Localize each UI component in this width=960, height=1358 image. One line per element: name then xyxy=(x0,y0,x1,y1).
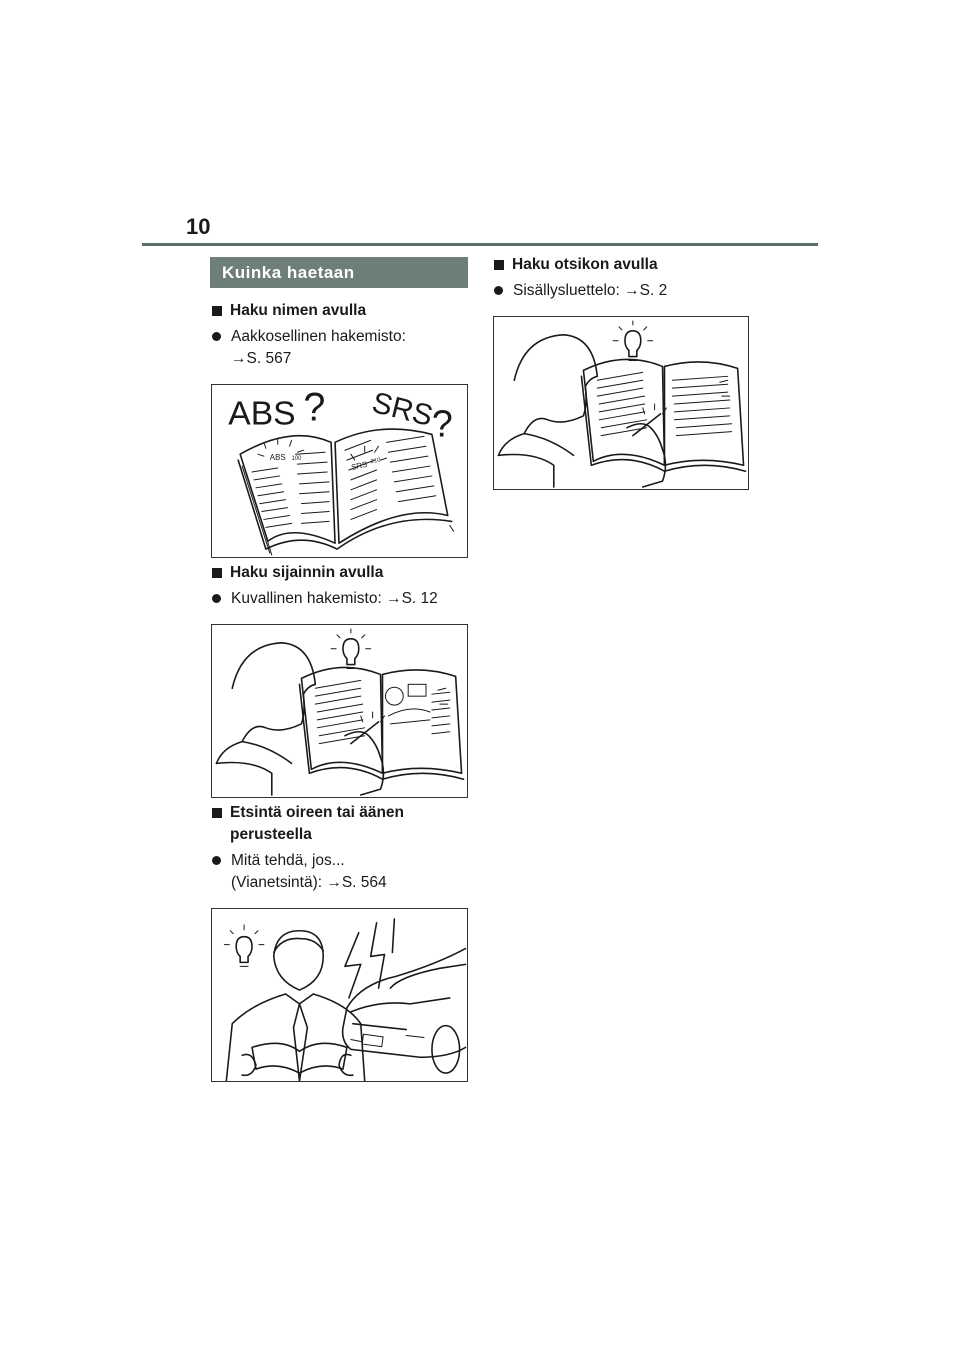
ref-troubleshooting[interactable]: (Vianetsintä): →S. 564 xyxy=(231,874,387,891)
question-mark-icon: ? xyxy=(431,402,453,445)
heading-line-1: Etsintä oireen tai äänen xyxy=(230,804,404,821)
bullet-what-to-do xyxy=(210,850,345,872)
question-mark-icon: ? xyxy=(303,385,326,430)
bullet-picture-index xyxy=(210,588,438,610)
open-book-abs-srs-illustration xyxy=(212,385,467,557)
person-reading-manual-illustration xyxy=(212,625,467,797)
lightbulb-icon xyxy=(224,925,264,967)
square-bullet-icon xyxy=(494,260,504,270)
heading-text-block xyxy=(230,802,404,846)
section-title xyxy=(210,257,468,288)
bullet-text[interactable]: Kuvallinen hakemisto: →S. 12 xyxy=(231,590,438,607)
round-bullet-icon xyxy=(212,594,221,603)
figure-table-of-contents-book xyxy=(493,316,749,490)
bullet-text[interactable]: Sisällysluettelo: →S. 2 xyxy=(513,282,668,299)
section-title-text: Kuinka haetaan xyxy=(222,262,355,282)
bullet-alphabetical-index xyxy=(210,326,406,348)
page-number: 10 xyxy=(186,214,211,239)
heading-text: Haku sijainnin avulla xyxy=(230,564,384,581)
heading-search-by-symptom xyxy=(210,802,404,846)
heading-text: Haku nimen avulla xyxy=(230,302,367,319)
heading-search-by-location xyxy=(210,562,383,584)
square-bullet-icon xyxy=(212,808,222,818)
heading-search-by-title xyxy=(492,254,658,276)
label-abs-small: ABS xyxy=(269,453,286,463)
label-srs-page: 210 xyxy=(370,457,382,466)
label-abs-big: ABS xyxy=(228,395,296,433)
label-srs-small: SRS xyxy=(350,459,369,472)
square-bullet-icon xyxy=(212,306,222,316)
header-rule xyxy=(142,243,818,246)
figure-troubleshooting xyxy=(211,908,468,1082)
round-bullet-icon xyxy=(212,332,221,341)
figure-abs-srs-book xyxy=(211,384,468,558)
bullet-text: Mitä tehdä, jos... xyxy=(231,852,345,869)
heading-text: Haku otsikon avulla xyxy=(512,256,658,273)
label-srs-big: SRS xyxy=(368,386,436,433)
round-bullet-icon xyxy=(494,286,503,295)
figure-picture-index-book xyxy=(211,624,468,798)
square-bullet-icon xyxy=(212,568,222,578)
heading-search-by-name xyxy=(210,300,366,322)
heading-line-2: perusteella xyxy=(230,826,312,843)
label-abs-page: 100 xyxy=(291,456,302,463)
person-reading-manual-illustration xyxy=(494,317,748,489)
round-bullet-icon xyxy=(212,856,221,865)
lightbulb-icon xyxy=(331,629,371,669)
bullet-table-of-contents xyxy=(492,280,667,302)
lightbulb-icon xyxy=(613,321,653,361)
ref-alphabetical-index[interactable]: →S. 567 xyxy=(231,350,292,367)
bullet-text: Aakkosellinen hakemisto: xyxy=(231,328,406,345)
man-and-car-illustration xyxy=(212,909,467,1081)
